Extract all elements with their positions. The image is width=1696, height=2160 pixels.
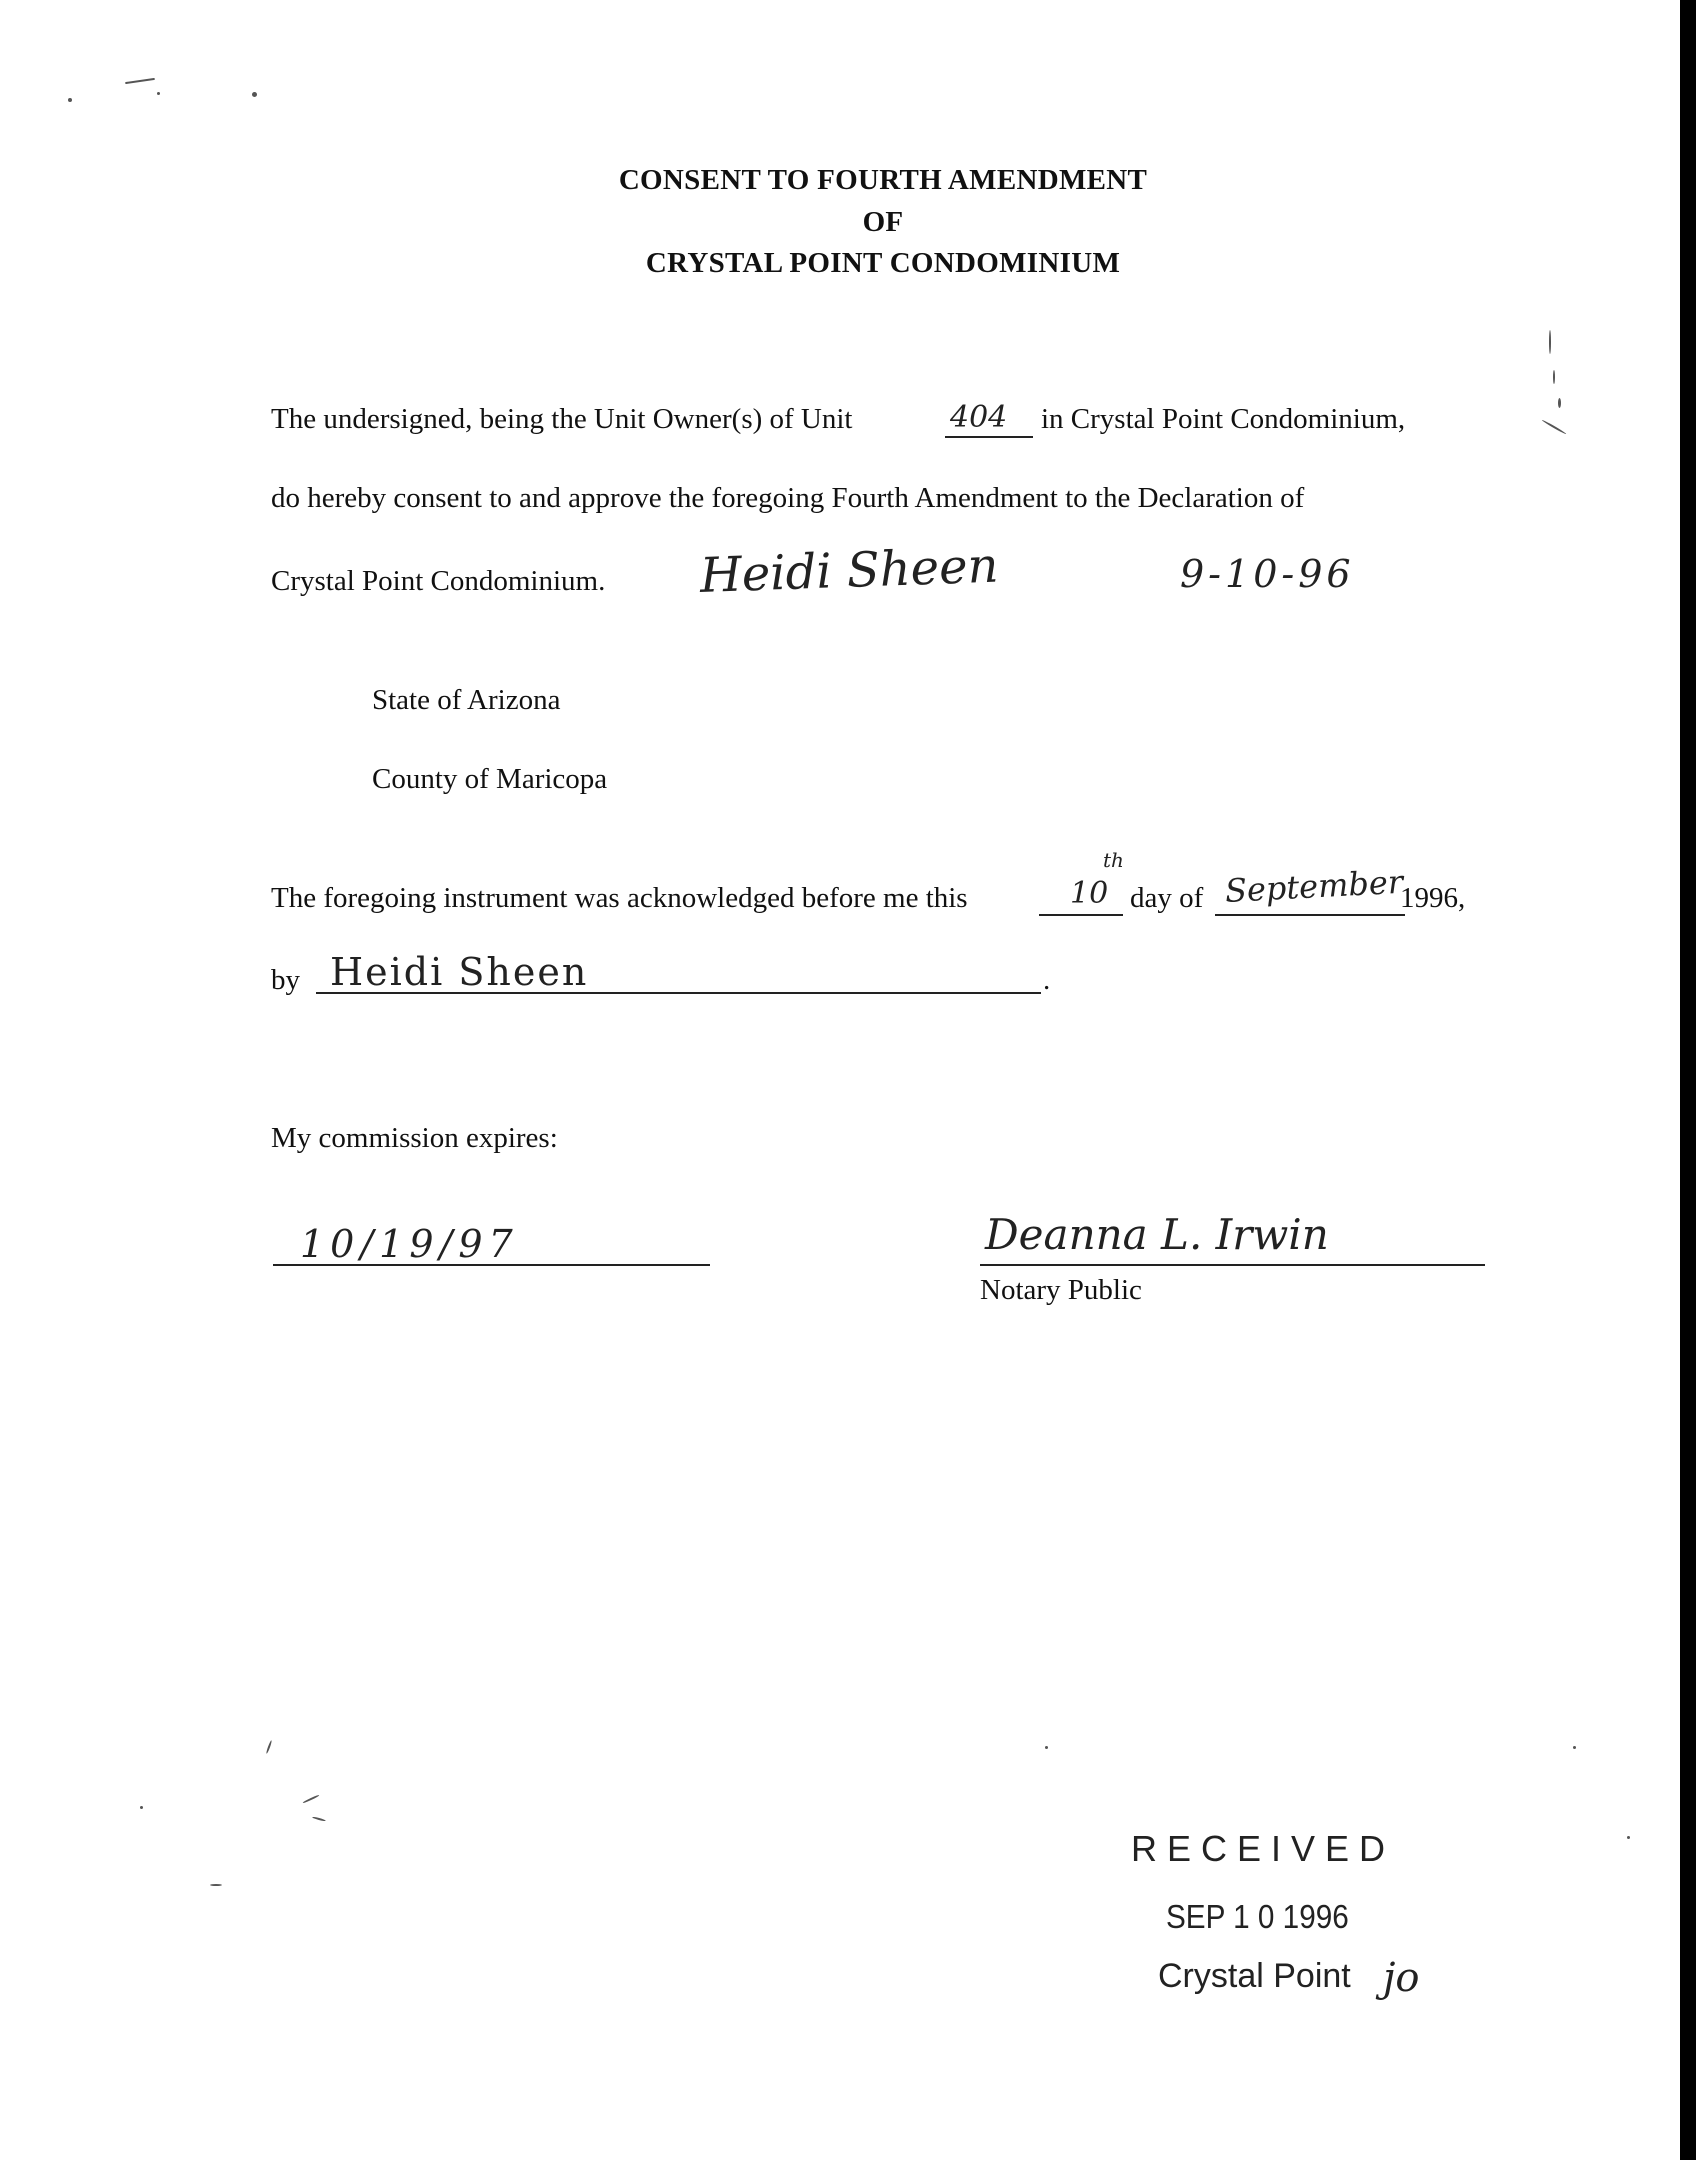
- received-stamp-status: RECEIVED: [1131, 1828, 1396, 1869]
- acknowledgment-year: 1996,: [1400, 882, 1466, 914]
- document-title-line-3: CRYSTAL POINT CONDOMINIUM: [645, 247, 1121, 279]
- consent-line-3: Crystal Point Condominium.: [271, 565, 606, 597]
- notary-label: Notary Public: [980, 1274, 1142, 1306]
- acknowledgment-by-value: Heidi Sheen: [330, 950, 589, 994]
- unit-number-handwritten: 404: [950, 400, 1008, 435]
- acknowledgment-day-underline: [1039, 914, 1123, 916]
- acknowledgment-by-underline: [316, 992, 1041, 994]
- document-title-line-2: OF: [862, 206, 904, 238]
- acknowledgment-month-value: September: [1224, 862, 1404, 910]
- venue-state: State of Arizona: [372, 684, 561, 716]
- owner-signature: Heidi Sheen: [699, 537, 1000, 604]
- document-title-line-1: CONSENT TO FOURTH AMENDMENT: [618, 164, 1148, 196]
- acknowledgment-month-underline: [1215, 914, 1405, 916]
- acknowledgment-day-suffix: th: [1103, 848, 1124, 872]
- owner-signature-date: 9-10-96: [1180, 552, 1355, 596]
- acknowledgment-by-period: .: [1043, 964, 1051, 996]
- acknowledgment-day-value: 10: [1070, 876, 1109, 911]
- consent-line-2: do hereby consent to and approve the foregoing Fourth Amendment to the Declaration of: [271, 482, 1305, 514]
- commission-date-underline: [273, 1264, 710, 1266]
- venue-county: County of Maricopa: [372, 763, 608, 795]
- acknowledgment-by-label: by: [271, 964, 300, 996]
- unit-number-underline: [945, 436, 1033, 438]
- consent-text-after-unit: in Crystal Point Condominium,: [1041, 403, 1406, 435]
- received-stamp-initials: jo: [1383, 1955, 1420, 2001]
- scan-edge: [1680, 0, 1696, 2160]
- commission-label: My commission expires:: [271, 1122, 558, 1154]
- consent-line-1: [271, 405, 852, 434]
- acknowledgment-day-label: day of: [1130, 882, 1204, 914]
- acknowledgment-prefix: The foregoing instrument was acknowledged before me this: [271, 882, 968, 914]
- consent-text-before-unit: The undersigned, being the Unit Owner(s) of Unit: [271, 403, 853, 435]
- notary-signature: Deanna L. Irwin: [985, 1210, 1329, 1259]
- commission-date: 10/19/97: [300, 1222, 519, 1266]
- received-stamp-location: Crystal Point: [1158, 1957, 1351, 1995]
- notary-signature-line: [980, 1264, 1485, 1266]
- received-stamp-date: SEP 1 0 1996: [1166, 1898, 1349, 1935]
